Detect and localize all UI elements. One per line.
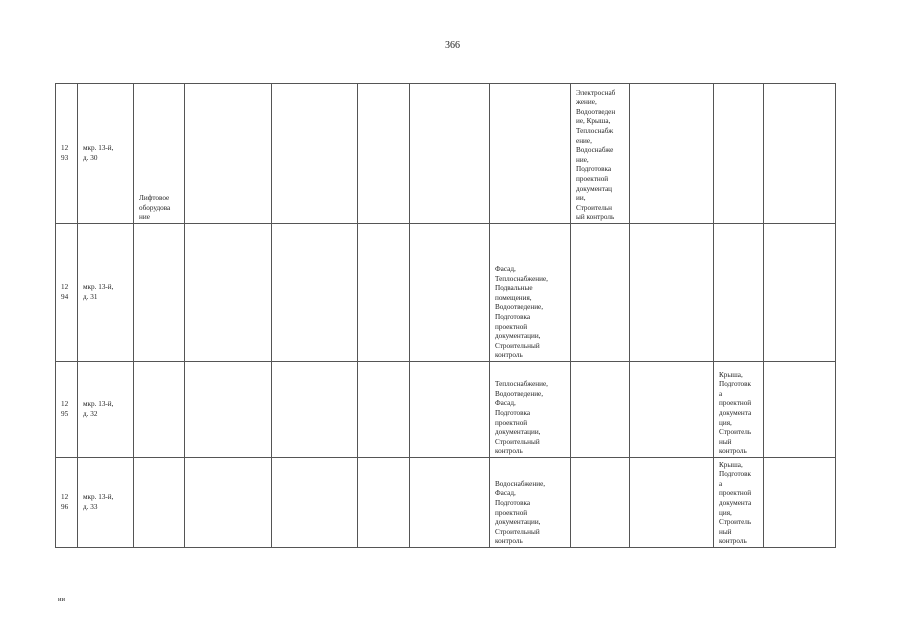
- work-list-cell: [714, 224, 764, 362]
- empty-cell: [272, 84, 358, 224]
- address-cell: мкр. 13-й, д. 32: [78, 362, 134, 458]
- address-cell: мкр. 13-й, д. 33: [78, 458, 134, 548]
- empty-cell: [272, 362, 358, 458]
- work-list-cell: Крыша, Подготовк а проектной документа ция, Строитель ный контроль: [714, 362, 764, 458]
- work-list-cell: [714, 84, 764, 224]
- empty-cell: [410, 362, 490, 458]
- page-number: 366: [445, 40, 460, 51]
- work-type-cell: [134, 224, 185, 362]
- empty-cell: [185, 224, 272, 362]
- empty-cell: [764, 84, 836, 224]
- empty-cell: [630, 84, 714, 224]
- empty-cell: [410, 224, 490, 362]
- work-list-cell: Фасад, Теплоснабжение, Подвальные помещения, Водоотведение, Подготовка проектной документации, Строительный контроль: [490, 224, 571, 362]
- empty-cell: [410, 458, 490, 548]
- empty-cell: [630, 362, 714, 458]
- row-number-cell: 12 93: [56, 84, 78, 224]
- empty-cell: [764, 458, 836, 548]
- empty-cell: [410, 84, 490, 224]
- empty-cell: [272, 224, 358, 362]
- work-list-cell: [571, 458, 630, 548]
- work-list-cell: Крыша, Подготовк а проектной документа ция, Строитель ный контроль: [714, 458, 764, 548]
- footer-text: ии: [58, 596, 65, 603]
- empty-cell: [764, 224, 836, 362]
- table-row: [56, 362, 836, 458]
- empty-cell: [358, 362, 410, 458]
- address-cell: мкр. 13-й, д. 30: [78, 84, 134, 224]
- empty-cell: [630, 458, 714, 548]
- work-list-cell: [571, 362, 630, 458]
- work-list-cell: Электроснаб жение, Водоотведен ие, Крыша, Теплоснабж ение, Водоснабже ние, Подготовка проектной документац ии, Строительн ый контроль: [571, 84, 630, 224]
- empty-cell: [764, 362, 836, 458]
- row-number-cell: 12 94: [56, 224, 78, 362]
- work-type-cell: Лифтовое оборудова ние: [134, 84, 185, 224]
- work-list-cell: [571, 224, 630, 362]
- table-row: [56, 458, 836, 548]
- empty-cell: [630, 224, 714, 362]
- empty-cell: [358, 84, 410, 224]
- empty-cell: [358, 224, 410, 362]
- work-type-cell: [134, 458, 185, 548]
- work-list-cell: Теплоснабжение, Водоотведение, Фасад, Подготовка проектной документации, Строительный контроль: [490, 362, 571, 458]
- address-cell: мкр. 13-й, д. 31: [78, 224, 134, 362]
- empty-cell: [185, 84, 272, 224]
- empty-cell: [185, 458, 272, 548]
- empty-cell: [272, 458, 358, 548]
- table-row: [56, 84, 836, 224]
- work-list-cell: [490, 84, 571, 224]
- empty-cell: [358, 458, 410, 548]
- work-type-cell: [134, 362, 185, 458]
- empty-cell: [185, 362, 272, 458]
- row-number-cell: 12 96: [56, 458, 78, 548]
- row-number-cell: 12 95: [56, 362, 78, 458]
- work-list-cell: Водоснабжение, Фасад, Подготовка проектной документации, Строительный контроль: [490, 458, 571, 548]
- works-table: [55, 83, 836, 548]
- table-row: [56, 224, 836, 362]
